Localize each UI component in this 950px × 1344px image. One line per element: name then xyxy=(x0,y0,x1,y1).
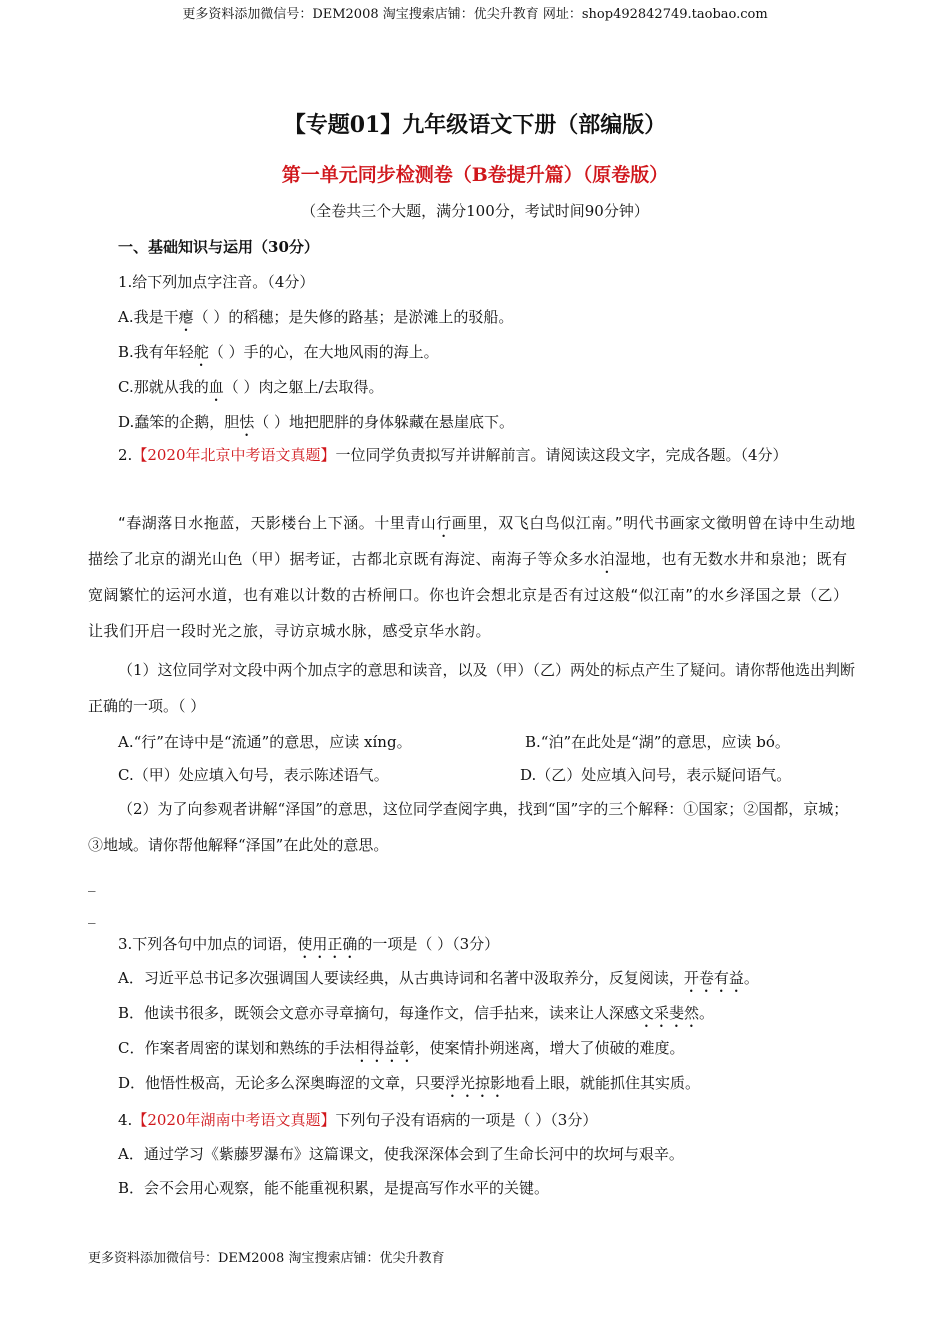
page-footer: 更多资料添加微信号：DEM2008 淘宝搜索店铺：优尖升教育 xyxy=(88,1251,445,1266)
dotted-char: 舵 xyxy=(193,343,209,361)
dotted-char: 泊 xyxy=(599,550,616,568)
dotted-char: 行 xyxy=(436,514,452,532)
section-heading: 一、基础知识与运用（30分） xyxy=(118,238,319,256)
dotted-words: 相得益彰 xyxy=(354,1039,415,1057)
q4-stem: 4.【2020年湖南中考语文真题】下列句子没有语病的一项是（ ）（3分） xyxy=(118,1111,598,1129)
page-subtitle: 第一单元同步检测卷（B卷提升篇）（原卷版） xyxy=(281,164,669,186)
q1-option-a: A.我是干瘪（ ）的稻穗；是失修的路基；是淤滩上的驳船。 xyxy=(118,308,514,326)
exam-note: （全卷共三个大题，满分100分，考试时间90分钟） xyxy=(301,202,649,220)
q2-option-c: C.（甲）处应填入句号，表示陈述语气。 xyxy=(118,766,389,784)
q3-option-a: A．习近平总书记多次强调国人要读经典，从古典诗词和名著中汲取养分，反复阅读，开卷有益。 xyxy=(118,969,759,987)
page-header: 更多资料添加微信号：DEM2008 淘宝搜索店铺：优尖升教育 网址：shop492842749.taobao.com xyxy=(182,7,768,22)
exam-source-tag: 【2020年北京中考语文真题】 xyxy=(132,446,336,464)
q4-option-b: B．会不会用心观察，能不能重视积累，是提高写作水平的关键。 xyxy=(118,1179,550,1197)
dotted-char: 血 xyxy=(208,378,224,396)
q3-stem: 3.下列各句中加点的词语，使用正确的一项是（ ）（3分） xyxy=(118,935,500,953)
dotted-words: 浮光掠影 xyxy=(445,1074,506,1092)
q1-option-c: C.那就从我的血（ ）肉之躯上/去取得。 xyxy=(118,378,384,396)
q2-sub1: （1）这位同学对文段中两个加点字的意思和读音，以及（甲）（乙）两处的标点产生了疑问。请你帮他选出判断正确的一项。（ ） xyxy=(88,661,856,715)
dotted-char: 瘪 xyxy=(178,308,194,326)
q3-option-c: C．作案者周密的谋划和熟练的手法相得益彰，使案情扑朔迷离，增大了侦破的难度。 xyxy=(118,1039,685,1057)
dotted-words: 使用正确 xyxy=(297,935,358,953)
dotted-words: 文采斐然 xyxy=(639,1004,700,1022)
page-title: 【专题01】九年级语文下册（部编版） xyxy=(283,112,667,138)
q2-option-d: D.（乙）处应填入问号，表示疑问语气。 xyxy=(520,766,792,784)
q2-option-b: B.“泊”在此处是“湖”的意思，应读 bó。 xyxy=(525,733,790,751)
answer-blank[interactable]: _ xyxy=(88,906,96,924)
dotted-words: 开卷有益 xyxy=(683,969,744,987)
q1-option-b: B.我有年轻舵（ ）手的心，在大地风雨的海上。 xyxy=(118,343,439,361)
q2-option-a: A.“行”在诗中是“流通”的意思，应读 xíng。 xyxy=(118,733,412,751)
q1-option-d: D.蠢笨的企鹅，胆怯（ ）地把肥胖的身体躲藏在悬崖底下。 xyxy=(118,413,515,431)
q1-stem: 1.给下列加点字注音。（4分） xyxy=(118,273,315,291)
q2-passage: “春湖落日水拖蓝，天影楼台上下涵。十里青山行画里，双飞白鸟似江南。”明代书画家文徵明曾在诗中生动地描绘了北京的湖光山色（甲）据考证，古都北京既有海淀、南海子等众多水泊湿地，也有无数水井和泉池；既有宽阔繁忙的运河水道，也有难以计数的古桥闸口。你也许会想北京是否有过这般“似江南”的水乡泽国之景（乙）让我们开启一段时光之旅，寻访京城水脉，感受京华水韵。 xyxy=(88,514,856,640)
answer-blank[interactable]: _ xyxy=(88,874,96,892)
q3-option-b: B．他读书很多，既领会文意亦寻章摘句，每逢作文，信手拈来，读来让人深感文采斐然。 xyxy=(118,1004,715,1022)
dotted-char: 怯 xyxy=(239,413,255,431)
q2-sub2: （2）为了向参观者讲解“泽国”的意思，这位同学查阅字典，找到“国”字的三个解释：①国家；②国都，京城；③地域。请你帮他解释“泽国”在此处的意思。 xyxy=(88,800,849,854)
q4-option-a: A．通过学习《紫藤罗瀑布》这篇课文，使我深深体会到了生命长河中的坎坷与艰辛。 xyxy=(118,1145,684,1163)
exam-source-tag: 【2020年湖南中考语文真题】 xyxy=(132,1111,336,1129)
q2-stem: 2.【2020年北京中考语文真题】一位同学负责拟写并讲解前言。请阅读这段文字，完成各题。（4分） xyxy=(118,446,788,464)
q3-option-d: D．他悟性极高，无论多么深奥晦涩的文章，只要浮光掠影地看上眼，就能抓住其实质。 xyxy=(118,1074,701,1092)
